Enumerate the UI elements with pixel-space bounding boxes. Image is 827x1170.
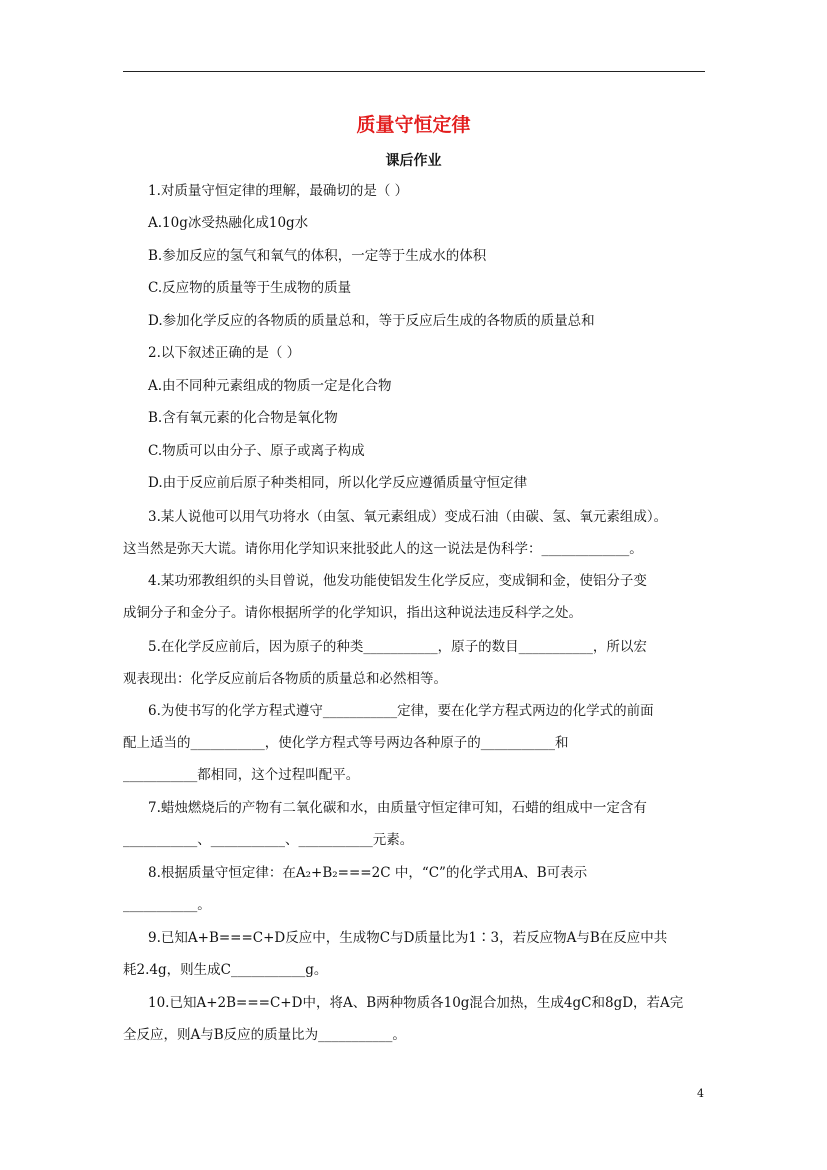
q1-option-d: D.参加化学反应的各物质的质量总和，等于反应后生成的各物质的质量总和: [148, 313, 595, 329]
q2-stem: 2.以下叙述正确的是（ ）: [148, 345, 301, 361]
page-title: 质量守恒定律: [356, 114, 471, 136]
q3-line-1: 3.某人说他可以用气功将水（由氢、氧元素组成）变成石油（由碳、氢、氧元素组成）。: [148, 509, 668, 525]
q1-option-b: B.参加反应的氢气和氧气的体积，一定等于生成水的体积: [148, 248, 487, 264]
q10-line-1: 10.已知A+2B===C+D中，将A、B两种物质各10g混合加热，生成4gC和8gD，若A完: [148, 995, 684, 1011]
q7-line-2: ___________、___________、___________元素。: [123, 832, 414, 848]
q6-line-3: ___________都相同，这个过程叫配平。: [123, 767, 360, 783]
q2-option-d: D.由于反应前后原子种类相同，所以化学反应遵循质量守恒定律: [148, 475, 528, 491]
q3-line-2: 这当然是弥天大谎。请你用化学知识来批驳此人的这一说法是伪科学：_____________。: [123, 541, 643, 557]
q2-option-a: A.由不同种元素组成的物质一定是化合物: [148, 378, 392, 394]
q6-line-1: 6.为使书写的化学方程式遵守___________定律，要在化学方程式两边的化学式的前面: [148, 703, 654, 719]
q4-line-2: 成铜分子和金分子。请你根据所学的化学知识，指出这种说法违反科学之处。: [123, 605, 582, 621]
header-rule: [123, 71, 705, 72]
q2-option-b: B.含有氧元素的化合物是氧化物: [148, 410, 338, 426]
q6-line-2: 配上适当的___________，使化学方程式等号两边各种原子的___________和: [123, 735, 569, 751]
q9-line-2: 耗2.4g，则生成C___________g。: [123, 962, 328, 978]
page-number: 4: [697, 1087, 704, 1100]
q1-option-c: C.反应物的质量等于生成物的质量: [148, 280, 352, 296]
section-subtitle: 课后作业: [385, 153, 442, 169]
q2-option-c: C.物质可以由分子、原子或离子构成: [148, 443, 365, 459]
q8-line-1: 8.根据质量守恒定律：在A₂+B₂===2C 中，“C”的化学式用A、B可表示: [148, 865, 588, 881]
q9-line-1: 9.已知A+B===C+D反应中，生成物C与D质量比为1∶3，若反应物A与B在反应中共: [148, 930, 668, 946]
q8-line-2: ___________。: [123, 897, 211, 913]
q1-stem: 1.对质量守恒定律的理解，最确切的是（ ）: [148, 183, 409, 199]
q4-line-1: 4.某功邪教组织的头目曾说，他发功能使铝发生化学反应，变成铜和金，使铝分子变: [148, 573, 647, 589]
q5-line-1: 5.在化学反应前后，因为原子的种类___________，原子的数目___________，所以宏: [148, 639, 647, 655]
q5-line-2: 观表现出：化学反应前后各物质的质量总和必然相等。: [123, 671, 447, 687]
q1-option-a: A.10g冰受热融化成10g水: [148, 215, 309, 231]
q7-line-1: 7.蜡烛燃烧后的产物有二氧化碳和水，由质量守恒定律可知，石蜡的组成中一定含有: [148, 800, 647, 816]
q10-line-2: 全反应，则A与B反应的质量比为___________。: [123, 1027, 406, 1043]
